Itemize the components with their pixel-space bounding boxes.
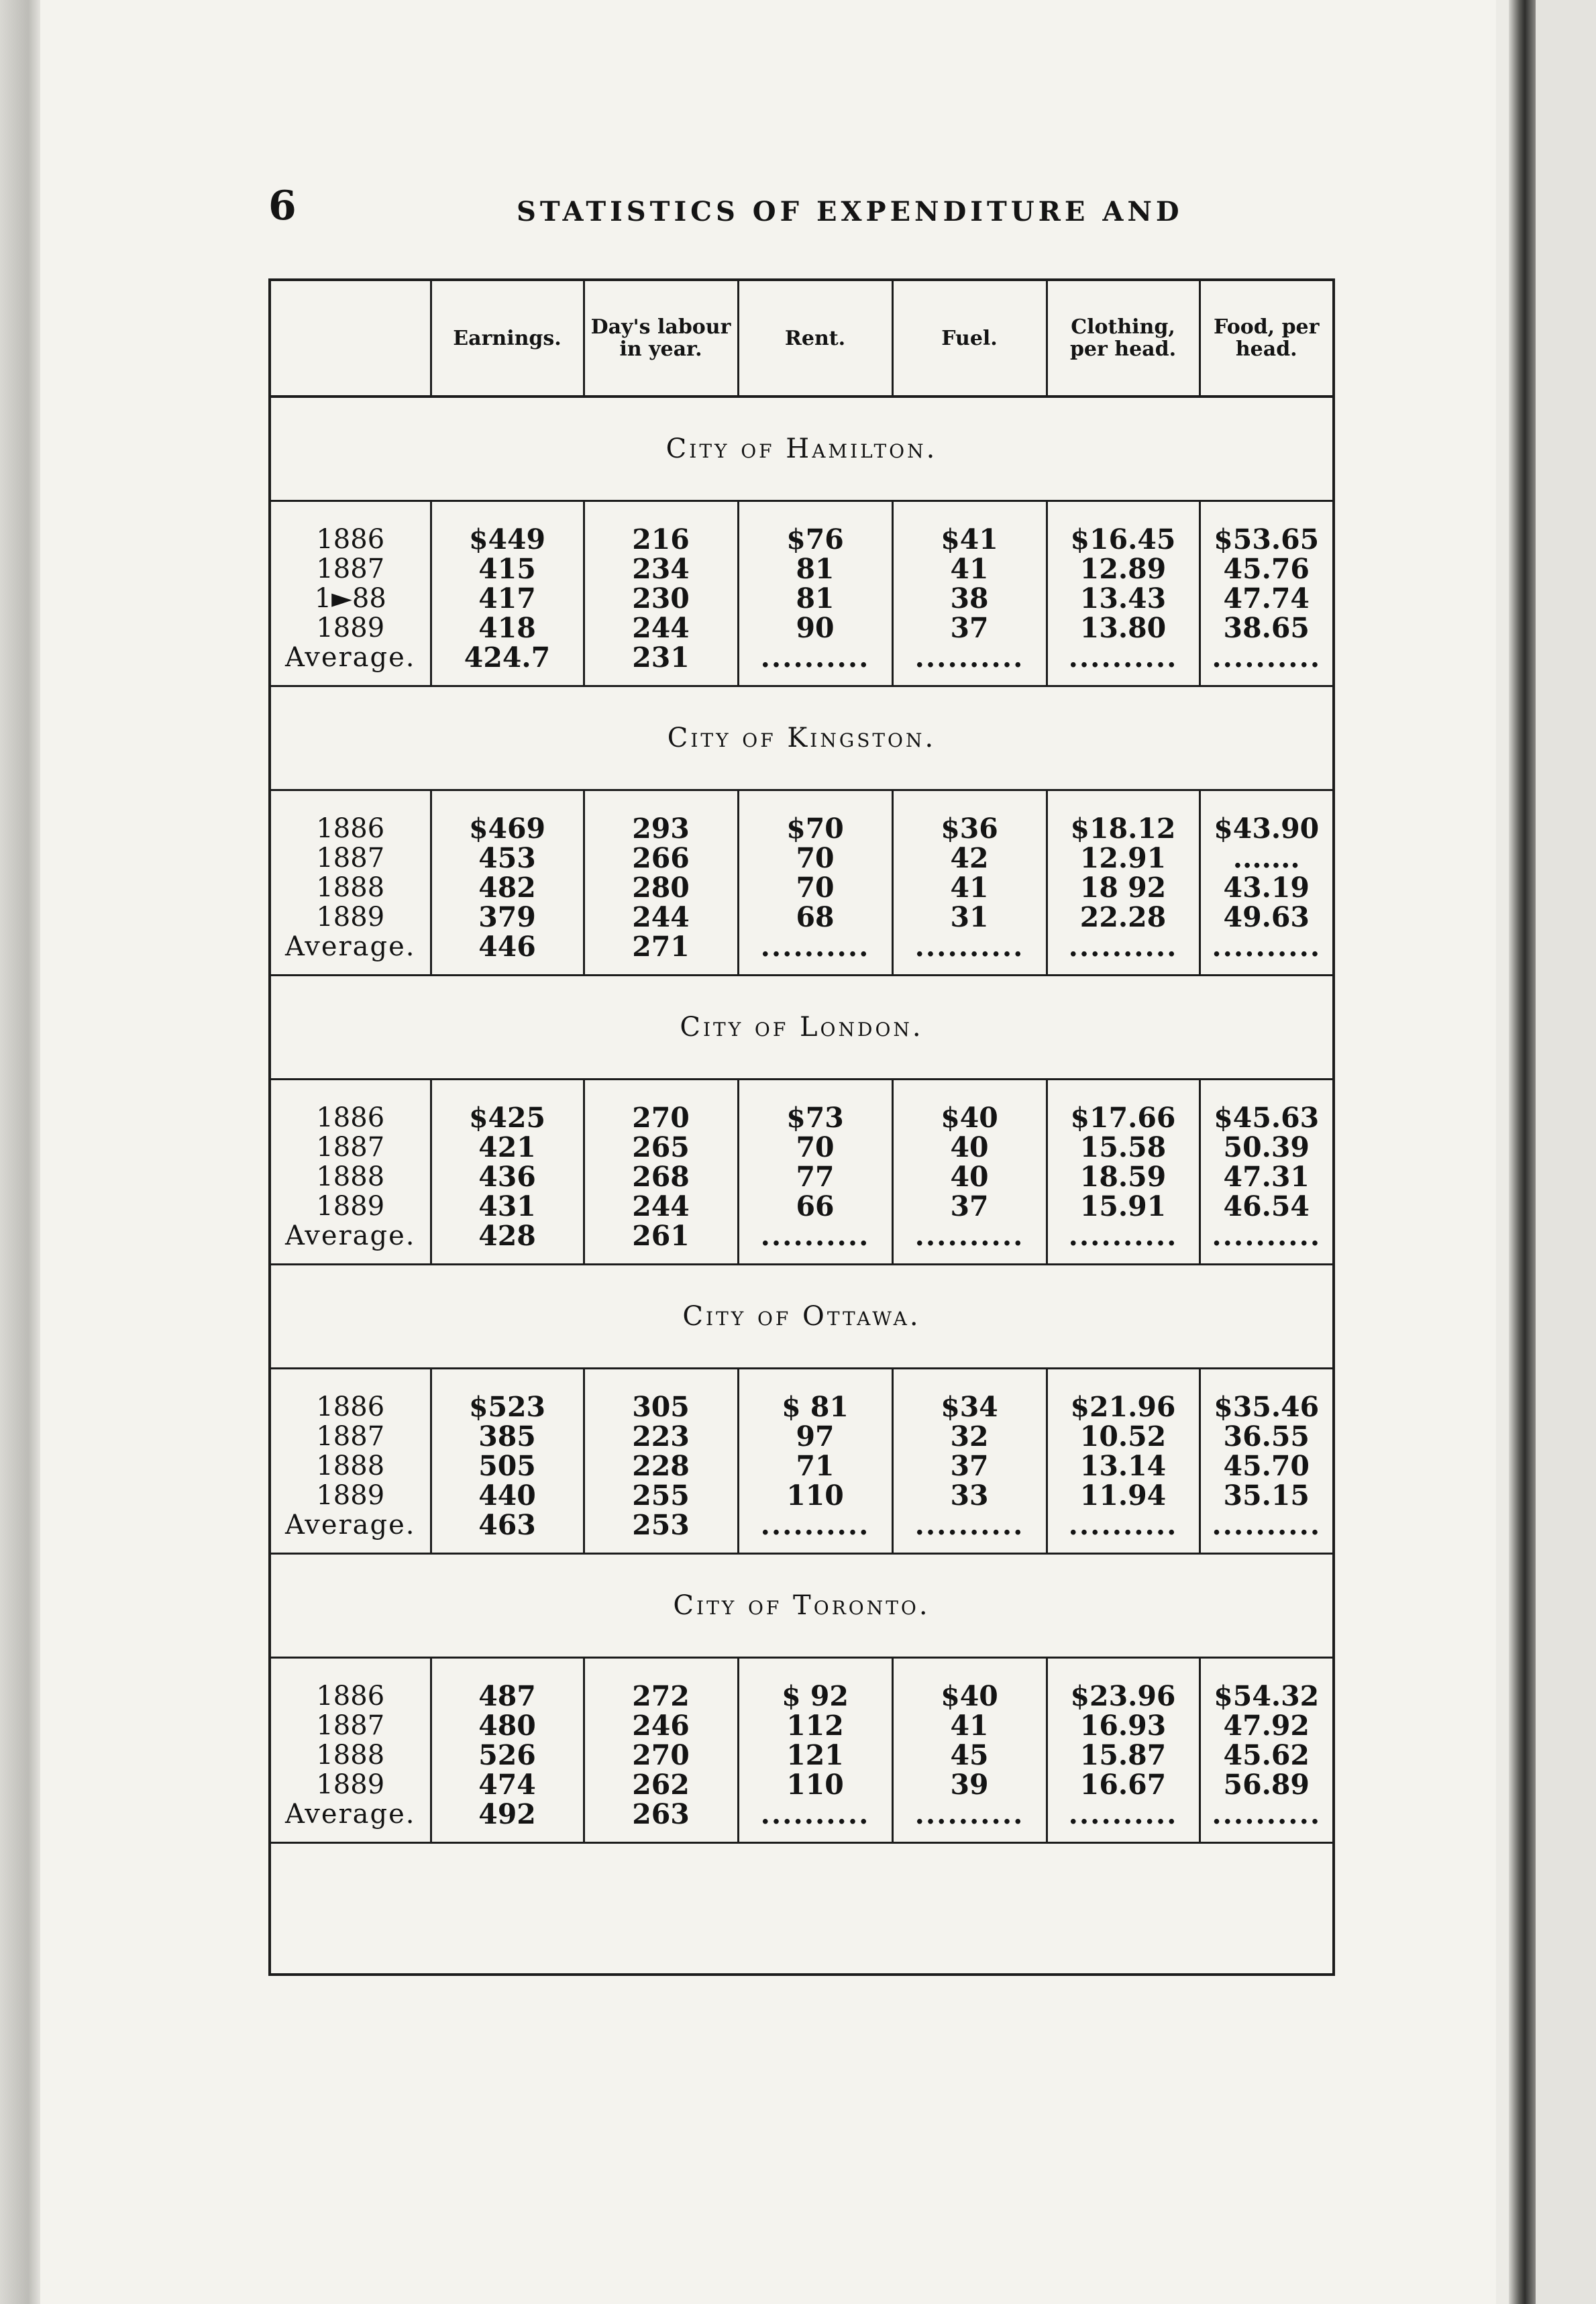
cell-value: 487 <box>478 1680 536 1712</box>
col-clothing <box>1047 1080 1200 1265</box>
year-label: Average. <box>285 642 416 673</box>
cell-value: $76 <box>786 523 844 556</box>
cell-value: 385 <box>478 1420 536 1453</box>
dot-leader: .......... <box>1068 931 1178 963</box>
year-label: Average. <box>285 1799 416 1830</box>
year-label: 1889 <box>316 1191 385 1222</box>
running-head: STATISTICS OF EXPENDITURE AND <box>517 196 1183 227</box>
dot-leader: .......... <box>1068 641 1178 674</box>
cell-value: $425 <box>468 1102 546 1134</box>
cell-value: $469 <box>468 813 546 845</box>
cell-value: $45.63 <box>1214 1102 1320 1134</box>
cell-value: 32 <box>950 1420 989 1453</box>
city-heading: City of London. <box>271 976 1332 1080</box>
cell-value: 436 <box>478 1161 536 1193</box>
cell-value: 45.76 <box>1223 553 1310 585</box>
dot-leader: .......... <box>1068 1509 1178 1541</box>
cell-value: 265 <box>632 1131 690 1163</box>
year-label: 1889 <box>316 902 385 933</box>
city-heading-row <box>271 1554 1332 1658</box>
cell-value: 13.80 <box>1079 612 1167 644</box>
col-food <box>1200 1369 1332 1554</box>
dot-leader: .......... <box>760 931 870 963</box>
city-heading-row <box>271 976 1332 1080</box>
col-year <box>271 501 431 686</box>
city-data-row <box>271 501 1332 686</box>
col-food <box>1200 501 1332 686</box>
year-label: Average. <box>285 1510 416 1540</box>
book-spine <box>1509 0 1536 2304</box>
cell-value: 244 <box>632 612 690 644</box>
cell-value: 272 <box>632 1680 690 1712</box>
col-earnings <box>431 790 584 976</box>
year-label: 1►88 <box>314 583 386 614</box>
col-food <box>1200 1658 1332 1843</box>
cell-value: 266 <box>632 842 690 874</box>
col-rent <box>738 1369 892 1554</box>
page-left-edge <box>0 0 40 2304</box>
cell-value: 35.15 <box>1223 1479 1310 1512</box>
cell-value: 262 <box>632 1769 690 1801</box>
city-data-row <box>271 790 1332 976</box>
cell-value: 97 <box>796 1420 835 1453</box>
col-fuel <box>892 1369 1047 1554</box>
col-days <box>584 1658 738 1843</box>
cell-value: 12.91 <box>1079 842 1167 874</box>
city-heading: City of Toronto. <box>271 1554 1332 1658</box>
year-label: Average. <box>285 931 416 962</box>
cell-value: 38.65 <box>1223 612 1310 644</box>
city-data-row <box>271 1080 1332 1265</box>
cell-value: 418 <box>478 612 536 644</box>
cell-value: 231 <box>632 641 690 674</box>
col-rent <box>738 790 892 976</box>
cell-value: 66 <box>796 1190 835 1222</box>
cell-value: 110 <box>786 1479 844 1512</box>
city-data-row <box>271 1369 1332 1554</box>
year-label: 1889 <box>316 1480 385 1511</box>
cell-value: 246 <box>632 1710 690 1742</box>
col-fuel <box>892 501 1047 686</box>
cell-value: 45 <box>950 1739 989 1771</box>
col-days <box>584 1369 738 1554</box>
cell-value: 56.89 <box>1223 1769 1310 1801</box>
cell-value: $35.46 <box>1214 1391 1320 1423</box>
year-label: 1888 <box>316 1161 385 1192</box>
cell-value: 81 <box>796 582 835 615</box>
col-earnings <box>431 501 584 686</box>
cell-value: $ 81 <box>782 1391 849 1423</box>
dot-leader: .......... <box>760 1509 870 1541</box>
dot-leader: .......... <box>1212 931 1322 963</box>
header-rent: Rent. <box>738 281 892 397</box>
cell-value: 16.93 <box>1079 1710 1167 1742</box>
cell-value: 77 <box>796 1161 835 1193</box>
year-label: 1886 <box>316 1392 385 1422</box>
cell-value: 11.94 <box>1079 1479 1167 1512</box>
col-earnings <box>431 1369 584 1554</box>
col-fuel <box>892 1658 1047 1843</box>
cell-value: 305 <box>632 1391 690 1423</box>
cell-value: 18.59 <box>1079 1161 1167 1193</box>
cell-value: 47.74 <box>1223 582 1310 615</box>
cell-value: 41 <box>950 872 989 904</box>
cell-value: 68 <box>796 901 835 933</box>
cell-value: 230 <box>632 582 690 615</box>
cell-value: 526 <box>478 1739 536 1771</box>
header-food: Food, per head. <box>1200 281 1332 397</box>
city-heading-row <box>271 397 1332 501</box>
cell-value: 261 <box>632 1220 690 1252</box>
col-rent <box>738 1658 892 1843</box>
cell-value: 15.91 <box>1079 1190 1167 1222</box>
col-rent <box>738 501 892 686</box>
header-fuel: Fuel. <box>892 281 1047 397</box>
col-earnings <box>431 1658 584 1843</box>
year-label: Average. <box>285 1220 416 1251</box>
cell-value: 270 <box>632 1102 690 1134</box>
year-label: 1886 <box>316 524 385 555</box>
dot-leader: .......... <box>1212 1509 1322 1541</box>
cell-value: 31 <box>950 901 989 933</box>
header-earnings: Earnings. <box>431 281 584 397</box>
statistics-table <box>271 281 1332 1844</box>
city-heading-row <box>271 1265 1332 1369</box>
year-label: 1886 <box>316 1102 385 1133</box>
col-clothing <box>1047 1658 1200 1843</box>
col-food <box>1200 1080 1332 1265</box>
dot-leader: .......... <box>760 1220 870 1252</box>
year-label: 1886 <box>316 813 385 844</box>
cell-value: 234 <box>632 553 690 585</box>
cell-value: 492 <box>478 1798 536 1830</box>
col-earnings <box>431 1080 584 1265</box>
city-data-row <box>271 1658 1332 1843</box>
col-days <box>584 1080 738 1265</box>
cell-value: $449 <box>468 523 546 556</box>
cell-value: 70 <box>796 842 835 874</box>
dot-leader: .......... <box>1068 1220 1178 1252</box>
header-clothing: Clothing, per head. <box>1047 281 1200 397</box>
cell-value: 244 <box>632 1190 690 1222</box>
cell-value: 424.7 <box>464 641 551 674</box>
city-heading: City of Ottawa. <box>271 1265 1332 1369</box>
dot-leader: .......... <box>914 641 1024 674</box>
cell-value: 40 <box>950 1131 989 1163</box>
cell-value: $53.65 <box>1214 523 1320 556</box>
cell-value: 15.87 <box>1079 1739 1167 1771</box>
dot-leader: .......... <box>914 1220 1024 1252</box>
col-days <box>584 790 738 976</box>
cell-value: 417 <box>478 582 536 615</box>
cell-value: $16.45 <box>1070 523 1176 556</box>
year-label: 1887 <box>316 1421 385 1452</box>
cell-value: 446 <box>478 931 536 963</box>
year-label: 1888 <box>316 1451 385 1481</box>
cell-value: 121 <box>786 1739 844 1771</box>
cell-value: 271 <box>632 931 690 963</box>
col-fuel <box>892 1080 1047 1265</box>
cell-value: 431 <box>478 1190 536 1222</box>
cell-value: $70 <box>786 813 844 845</box>
city-heading-row <box>271 686 1332 790</box>
year-label: 1889 <box>316 1769 385 1800</box>
cell-value: 480 <box>478 1710 536 1742</box>
dot-leader: .......... <box>914 1798 1024 1830</box>
col-days <box>584 501 738 686</box>
cell-value: 37 <box>950 1450 989 1482</box>
cell-value: 16.67 <box>1079 1769 1167 1801</box>
cell-value: 46.54 <box>1223 1190 1310 1222</box>
col-year <box>271 1080 431 1265</box>
cell-value: 453 <box>478 842 536 874</box>
year-label: 1887 <box>316 554 385 584</box>
cell-value: 33 <box>950 1479 989 1512</box>
cell-value: 216 <box>632 523 690 556</box>
cell-value: $21.96 <box>1070 1391 1176 1423</box>
year-label: 1887 <box>316 1132 385 1163</box>
cell-value: 440 <box>478 1479 536 1512</box>
cell-value: $41 <box>941 523 998 556</box>
cell-value: 50.39 <box>1223 1131 1310 1163</box>
cell-value: 22.28 <box>1079 901 1167 933</box>
year-label: 1886 <box>316 1681 385 1712</box>
cell-value: 41 <box>950 553 989 585</box>
cell-value: 293 <box>632 813 690 845</box>
cell-value: 45.62 <box>1223 1739 1310 1771</box>
cell-value: 421 <box>478 1131 536 1163</box>
cell-value: $40 <box>941 1102 998 1134</box>
dot-leader: .......... <box>1068 1798 1178 1830</box>
col-food <box>1200 790 1332 976</box>
cell-value: $34 <box>941 1391 998 1423</box>
dot-leader: .......... <box>1212 1220 1322 1252</box>
cell-value: $18.12 <box>1070 813 1176 845</box>
cell-value: 37 <box>950 612 989 644</box>
cell-value: 263 <box>632 1798 690 1830</box>
cell-value: 36.55 <box>1223 1420 1310 1453</box>
header-days-labour: Day's labour in year. <box>584 281 738 397</box>
cell-value: 228 <box>632 1450 690 1482</box>
col-fuel <box>892 790 1047 976</box>
cell-value: 45.70 <box>1223 1450 1310 1482</box>
cell-value: 70 <box>796 1131 835 1163</box>
table-body <box>271 397 1332 1843</box>
cell-value: 10.52 <box>1079 1420 1167 1453</box>
dot-leader: .......... <box>914 1509 1024 1541</box>
year-label: 1889 <box>316 613 385 643</box>
cell-value: 49.63 <box>1223 901 1310 933</box>
col-year <box>271 790 431 976</box>
cell-value: 18 92 <box>1079 872 1167 904</box>
cell-value: 42 <box>950 842 989 874</box>
col-clothing <box>1047 1369 1200 1554</box>
dot-leader: .......... <box>1212 1798 1322 1830</box>
cell-value: 463 <box>478 1509 536 1541</box>
cell-value: 13.43 <box>1079 582 1167 615</box>
dot-leader: .......... <box>1212 641 1322 674</box>
cell-value: 110 <box>786 1769 844 1801</box>
cell-value: 253 <box>632 1509 690 1541</box>
cell-value: $17.66 <box>1070 1102 1176 1134</box>
dot-leader: .......... <box>760 1798 870 1830</box>
page-number: 6 <box>268 182 297 229</box>
year-label: 1888 <box>316 872 385 903</box>
cell-value: 112 <box>786 1710 844 1742</box>
cell-value: 244 <box>632 901 690 933</box>
cell-value: 13.14 <box>1079 1450 1167 1482</box>
cell-value: ....... <box>1232 842 1300 874</box>
cell-value: 41 <box>950 1710 989 1742</box>
cell-value: 270 <box>632 1739 690 1771</box>
cell-value: $43.90 <box>1214 813 1320 845</box>
cell-value: $23.96 <box>1070 1680 1176 1712</box>
page-right-edge <box>1536 0 1596 2304</box>
cell-value: 255 <box>632 1479 690 1512</box>
header-year <box>271 281 431 397</box>
cell-value: 38 <box>950 582 989 615</box>
cell-value: $40 <box>941 1680 998 1712</box>
statistics-table-frame <box>268 278 1335 1976</box>
cell-value: 40 <box>950 1161 989 1193</box>
cell-value: 268 <box>632 1161 690 1193</box>
year-label: 1887 <box>316 843 385 874</box>
cell-value: 47.31 <box>1223 1161 1310 1193</box>
year-label: 1888 <box>316 1740 385 1771</box>
cell-value: $523 <box>468 1391 546 1423</box>
cell-value: 71 <box>796 1450 835 1482</box>
cell-value: 280 <box>632 872 690 904</box>
city-heading: City of Hamilton. <box>271 397 1332 501</box>
cell-value: 39 <box>950 1769 989 1801</box>
cell-value: 415 <box>478 553 536 585</box>
cell-value: 379 <box>478 901 536 933</box>
col-year <box>271 1369 431 1554</box>
cell-value: $73 <box>786 1102 844 1134</box>
col-year <box>271 1658 431 1843</box>
dot-leader: .......... <box>914 931 1024 963</box>
cell-value: 15.58 <box>1079 1131 1167 1163</box>
cell-value: 12.89 <box>1079 553 1167 585</box>
cell-value: 47.92 <box>1223 1710 1310 1742</box>
cell-value: 428 <box>478 1220 536 1252</box>
cell-value: 81 <box>796 553 835 585</box>
cell-value: $54.32 <box>1214 1680 1320 1712</box>
cell-value: 474 <box>478 1769 536 1801</box>
cell-value: $36 <box>941 813 998 845</box>
col-clothing <box>1047 790 1200 976</box>
dot-leader: .......... <box>760 641 870 674</box>
city-heading: City of Kingston. <box>271 686 1332 790</box>
cell-value: 482 <box>478 872 536 904</box>
cell-value: 505 <box>478 1450 536 1482</box>
cell-value: 37 <box>950 1190 989 1222</box>
cell-value: 90 <box>796 612 835 644</box>
year-label: 1887 <box>316 1710 385 1741</box>
cell-value: 70 <box>796 872 835 904</box>
header-row <box>271 281 1332 397</box>
col-rent <box>738 1080 892 1265</box>
cell-value: $ 92 <box>782 1680 849 1712</box>
cell-value: 43.19 <box>1223 872 1310 904</box>
cell-value: 223 <box>632 1420 690 1453</box>
col-clothing <box>1047 501 1200 686</box>
